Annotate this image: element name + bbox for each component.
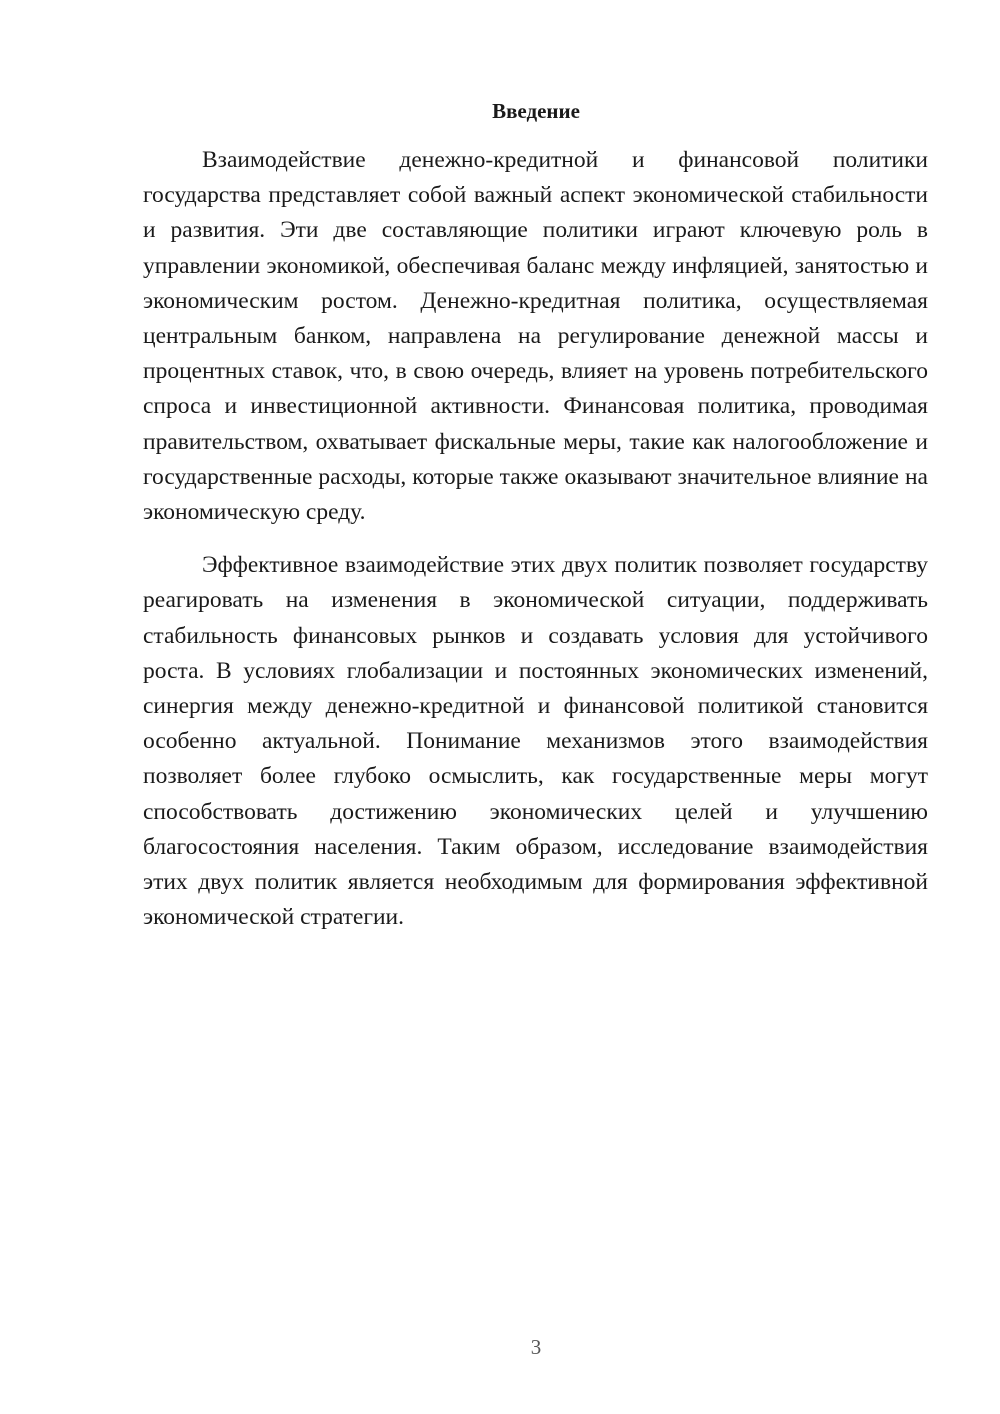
section-heading: Введение	[492, 99, 580, 123]
page-number: 3	[530, 1335, 542, 1359]
paragraph-2: Эффективное взаимодействие этих двух политик позволяет государству реагировать на изменения в экономической ситуации, поддерживать стабильность финансовых рынков и создавать условия для устойчивого роста. В условиях глобализации и постоянных экономических изменений, синергия между денежно-кредитной и финансовой политикой становится особенно актуальной. Понимание механизмов этого взаимодействия позволяет более глубоко осмыслить, как государственные меры могут способствовать достижению экономических целей и улучшению благосостояния населения. Таким образом, исследование взаимодействия этих двух политик является необходимым для формирования эффективной экономической стратегии.	[143, 552, 928, 931]
body-text	[143, 143, 928, 935]
paragraph-1: Взаимодействие денежно-кредитной и финансовой политики государства представляет собой важный аспект экономической стабильности и развития. Эти две составляющие политики играют ключевую роль в управлении экономикой, обеспечивая баланс между инфляцией, занятостью и экономическим ростом. Денежно-кредитная политика, осуществляемая центральным банком, направлена на регулирование денежной массы и процентных ставок, что, в свою очередь, влияет на уровень потребительского спроса и инвестиционной активности. Финансовая политика, проводимая правительством, охватывает фискальные меры, такие как налогообложение и государственные расходы, которые также оказывают значительное влияние на экономическую среду.	[143, 147, 928, 526]
